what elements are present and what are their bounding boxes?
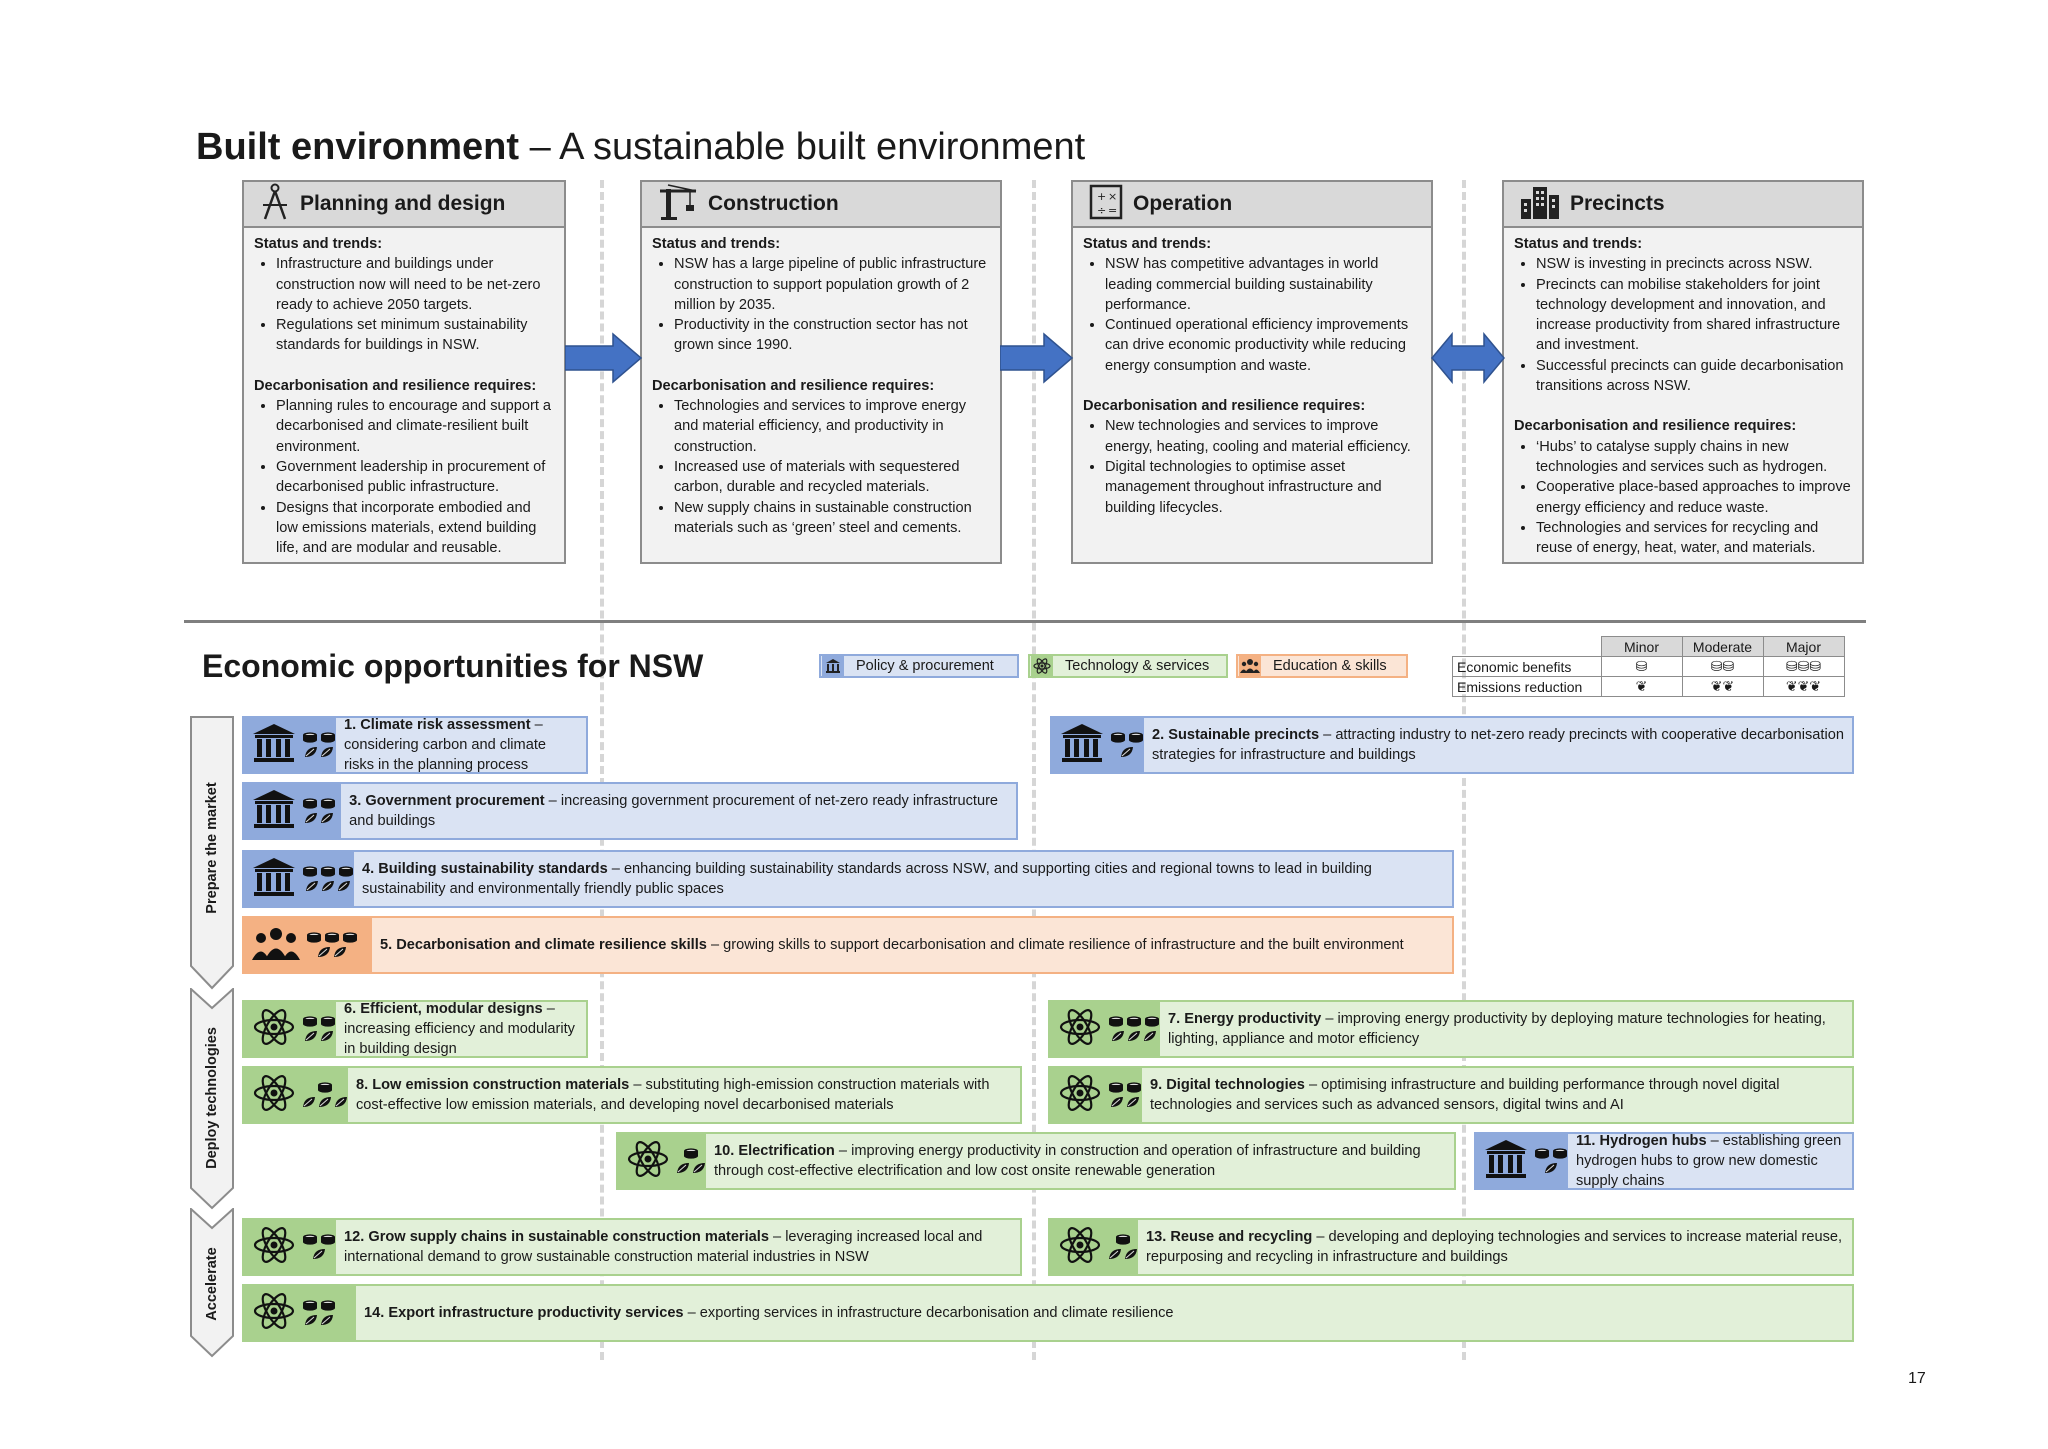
opportunity-card bbox=[242, 850, 1454, 908]
emissions-reduction-leaf-icon bbox=[302, 1096, 348, 1108]
emissions-reduction-leaf-icon bbox=[304, 1030, 334, 1042]
opportunity-card bbox=[1048, 1066, 1854, 1124]
opportunity-icons bbox=[1052, 718, 1144, 772]
institution-icon bbox=[252, 789, 296, 834]
opportunity-card bbox=[1474, 1132, 1854, 1190]
legend-education: Education & skills bbox=[1236, 654, 1408, 678]
stage-title: Operation bbox=[1133, 192, 1233, 215]
atom-icon bbox=[626, 1137, 670, 1186]
legend-technology: Technology & services bbox=[1028, 654, 1228, 678]
people-icon bbox=[252, 925, 300, 966]
stage-planning: Planning and design Status and trends: • Infrastructure and buildings under construction now will need to be net-zero ready to achieve 2050 targets. • Regulations set minimum sustainability standards for buildings in NSW. Decarbonisation and resilience requires: • Planning rules to encourage and support a decarbonised and climate-resilient built environment. • Government leadership in procurement of decarbonised public infrastructure. • Designs that incorporate embodied and low emissions materials, extend building life, and are modular and reusable. bbox=[242, 180, 566, 564]
economic-benefit-coins-icon bbox=[1115, 1234, 1131, 1246]
opportunity-icons bbox=[1050, 1220, 1138, 1274]
institution-icon bbox=[252, 723, 296, 768]
opportunity-icons bbox=[1050, 1068, 1142, 1122]
opportunity-card bbox=[616, 1132, 1456, 1190]
economic-benefit-coins-icon bbox=[302, 798, 336, 810]
stage-title: Planning and design bbox=[300, 192, 506, 215]
institution-icon bbox=[1484, 1139, 1528, 1184]
economic-benefit-coins-icon bbox=[1110, 732, 1144, 744]
buildings-icon bbox=[1520, 185, 1560, 224]
opportunity-text: 5. Decarbonisation and climate resilience skills – growing skills to support decarbonisation and climate resilience of infrastructure and the built environment bbox=[380, 937, 1404, 953]
svg-text:×: × bbox=[1108, 189, 1118, 203]
economic-benefit-coins-icon bbox=[683, 1148, 699, 1160]
economic-benefit-coins-icon bbox=[302, 866, 354, 878]
opportunity-card bbox=[242, 1218, 1022, 1276]
leaf-icon: ❦❦ bbox=[1682, 677, 1763, 697]
opportunity-icons bbox=[1476, 1134, 1568, 1188]
institution-icon bbox=[822, 656, 844, 676]
economic-benefit-coins-icon bbox=[1108, 1016, 1160, 1028]
svg-text:÷: ÷ bbox=[1097, 203, 1107, 217]
opportunity-icons bbox=[244, 918, 372, 972]
emissions-reduction-leaf-icon bbox=[317, 946, 347, 958]
emissions-reduction-leaf-icon bbox=[676, 1162, 706, 1174]
atom-icon bbox=[252, 1289, 296, 1338]
flow-arrow bbox=[1000, 332, 1074, 384]
opportunity-icons bbox=[618, 1134, 706, 1188]
opportunity-text: 3. Government procurement – increasing government procurement of net-zero ready infrastructure and buildings bbox=[349, 793, 999, 829]
opportunity-card bbox=[1050, 716, 1854, 774]
economic-benefit-coins-icon bbox=[317, 1082, 333, 1094]
stage-operation: + × ÷ = Operation Status and trends: • NSW has competitive advantages in world leading commercial building sustainability performance. • Continued operational efficiency improvements can drive economic productivity while reducing energy consumption and waste. Decarbonisation and resilience requires: • New technologies and services to improve energy, heating, cooling and material efficiency. • Digital technologies to optimise asset management throughout infrastructure and building lifecycles. bbox=[1071, 180, 1433, 564]
opportunity-text: 4. Building sustainability standards – enhancing building sustainability standards across NSW, and supporting cities and regional towns to lead in building sustainability and environmentally friendly public spaces bbox=[362, 861, 1372, 897]
page-title: Built environment – A sustainable built environment bbox=[196, 126, 1086, 168]
opportunity-icons bbox=[244, 1286, 356, 1340]
page-number: 17 bbox=[1908, 1370, 1926, 1387]
emissions-reduction-leaf-icon bbox=[305, 880, 351, 892]
emissions-reduction-leaf-icon bbox=[1110, 1096, 1140, 1108]
atom-icon bbox=[1058, 1005, 1102, 1054]
opportunity-text: 13. Reuse and recycling – developing and deploying technologies and services to increase material reuse, repurposing and recycling in infrastructure and buildings bbox=[1146, 1229, 1843, 1265]
economic-benefit-coins-icon bbox=[302, 1234, 336, 1246]
svg-text:+: + bbox=[1097, 189, 1107, 203]
atom-icon bbox=[1058, 1223, 1102, 1272]
opportunity-card bbox=[242, 1000, 588, 1058]
coins-icon: ⛁ bbox=[1601, 657, 1682, 677]
opportunity-icons bbox=[244, 1002, 336, 1056]
emissions-reduction-leaf-icon bbox=[1544, 1162, 1558, 1174]
atom-icon bbox=[252, 1005, 296, 1054]
compass-icon bbox=[260, 183, 290, 226]
crane-icon bbox=[658, 183, 698, 226]
stage-precincts: Precincts Status and trends: • NSW is investing in precincts across NSW. • Precincts can mobilise stakeholders for joint technology development and innovation, and increase productivity from shared infrastructure and investment. • Successful precincts can guide decarbonisation transitions across NSW. Decarbonisation and resilience requires: • ‘Hubs’ to catalyse supply chains in new technologies and services such as hydrogen. • Cooperative place-based approaches to improve energy efficiency and reduce waste. • Technologies and services for recycling and reuse of energy, heat, water, and materials. bbox=[1502, 180, 1864, 564]
opportunity-icons bbox=[244, 1220, 336, 1274]
opportunity-icons bbox=[244, 852, 354, 906]
people-icon bbox=[1239, 656, 1261, 676]
opportunity-text: 14. Export infrastructure productivity services – exporting services in infrastructure decarbonisation and climate resilience bbox=[364, 1305, 1174, 1321]
coins-icon: ⛁⛁ bbox=[1682, 657, 1763, 677]
institution-icon bbox=[1060, 723, 1104, 768]
opportunity-card bbox=[242, 1066, 1022, 1124]
opportunity-card bbox=[242, 916, 1454, 974]
economic-benefit-coins-icon bbox=[306, 932, 358, 944]
economic-benefit-coins-icon bbox=[302, 732, 336, 744]
section-divider bbox=[184, 620, 1866, 623]
phase-label: Deploy technologies bbox=[204, 1027, 220, 1169]
emissions-reduction-leaf-icon bbox=[304, 812, 334, 824]
emissions-reduction-leaf-icon bbox=[1120, 746, 1134, 758]
emissions-reduction-leaf-icon bbox=[304, 746, 334, 758]
section-title: Economic opportunities for NSW bbox=[202, 648, 704, 684]
flow-arrow-double bbox=[1430, 332, 1506, 384]
opportunity-text: 2. Sustainable precincts – attracting industry to net-zero ready precincts with cooperative decarbonisation strategies for infrastructure and buildings bbox=[1152, 727, 1844, 763]
phase-label: Accelerate bbox=[204, 1247, 220, 1321]
emissions-reduction-leaf-icon bbox=[312, 1248, 326, 1260]
economic-benefit-coins-icon bbox=[1534, 1148, 1568, 1160]
opportunity-text: 11. Hydrogen hubs – establishing green hydrogen hubs to grow new domestic supply chains bbox=[1576, 1133, 1842, 1189]
economic-benefit-coins-icon bbox=[1108, 1082, 1142, 1094]
opportunity-text: 6. Efficient, modular designs – increasing efficiency and modularity in building design bbox=[344, 1001, 575, 1057]
opportunity-text: 12. Grow supply chains in sustainable construction materials – leveraging increased local and international demand to grow sustainable construction material industries in NSW bbox=[344, 1229, 983, 1265]
opportunity-card bbox=[1048, 1218, 1854, 1276]
opportunity-icons bbox=[244, 784, 341, 838]
stage-title: Construction bbox=[708, 192, 839, 215]
atom-icon bbox=[1031, 656, 1053, 676]
leaf-icon: ❦❦❦ bbox=[1763, 677, 1844, 697]
opportunity-icons bbox=[244, 1068, 348, 1122]
emissions-reduction-leaf-icon bbox=[304, 1314, 334, 1326]
economic-benefit-coins-icon bbox=[302, 1016, 336, 1028]
opportunity-text: 9. Digital technologies – optimising infrastructure and building performance through novel digital technologies and services such as advanced sensors, digital twins and AI bbox=[1150, 1077, 1780, 1113]
flow-arrow bbox=[565, 332, 643, 384]
economic-benefit-coins-icon bbox=[302, 1300, 336, 1312]
opportunity-text: 7. Energy productivity – improving energy productivity by deploying mature technologies for heating, lighting, appliance and motor efficiency bbox=[1168, 1011, 1826, 1047]
atom-icon bbox=[252, 1223, 296, 1272]
stage-title: Precincts bbox=[1570, 192, 1665, 215]
atom-icon bbox=[1058, 1071, 1102, 1120]
leaf-icon: ❦ bbox=[1601, 677, 1682, 697]
opportunity-card bbox=[242, 782, 1018, 840]
emissions-reduction-leaf-icon bbox=[1111, 1030, 1157, 1042]
emissions-reduction-leaf-icon bbox=[1108, 1248, 1138, 1260]
opportunity-card bbox=[1048, 1000, 1854, 1058]
opportunity-text: 10. Electrification – improving energy productivity in construction and operation of infrastructure and building through cost-effective electrification and low cost onsite renewable generation bbox=[714, 1143, 1421, 1179]
opportunity-icons bbox=[1050, 1002, 1160, 1056]
phase-label: Prepare the market bbox=[204, 782, 220, 914]
svg-text:=: = bbox=[1108, 203, 1118, 217]
opportunity-text: 8. Low emission construction materials – substituting high-emission construction materials with cost-effective low emission materials, and developing novel decarbonised materials bbox=[356, 1077, 990, 1113]
legend-policy: Policy & procurement bbox=[819, 654, 1019, 678]
opportunity-card bbox=[242, 1284, 1854, 1342]
institution-icon bbox=[252, 857, 296, 902]
impact-key-table: Minor Moderate Major Economic benefits ⛁ ⛁⛁ ⛁⛁⛁ Emissions reduction ❦ ❦❦ ❦❦❦ bbox=[1452, 636, 1845, 697]
calculator-icon bbox=[1089, 184, 1123, 225]
stage-construction: Construction Status and trends: • NSW has a large pipeline of public infrastructure construction to support population growth of 2 million by 2035. • Productivity in the construction sector has not grown since 1990. Decarbonisation and resilience requires: • Technologies and services to improve energy and material efficiency, and productivity in construction. • Increased use of materials with sequestered carbon, durable and recycled materials. • New supply chains in sustainable construction materials such as ‘green’ steel and cements. bbox=[640, 180, 1002, 564]
opportunity-card bbox=[242, 716, 588, 774]
coins-icon: ⛁⛁⛁ bbox=[1763, 657, 1844, 677]
opportunity-icons bbox=[244, 718, 336, 772]
opportunity-text: 1. Climate risk assessment – considering carbon and climate risks in the planning process bbox=[344, 717, 546, 773]
atom-icon bbox=[252, 1071, 296, 1120]
